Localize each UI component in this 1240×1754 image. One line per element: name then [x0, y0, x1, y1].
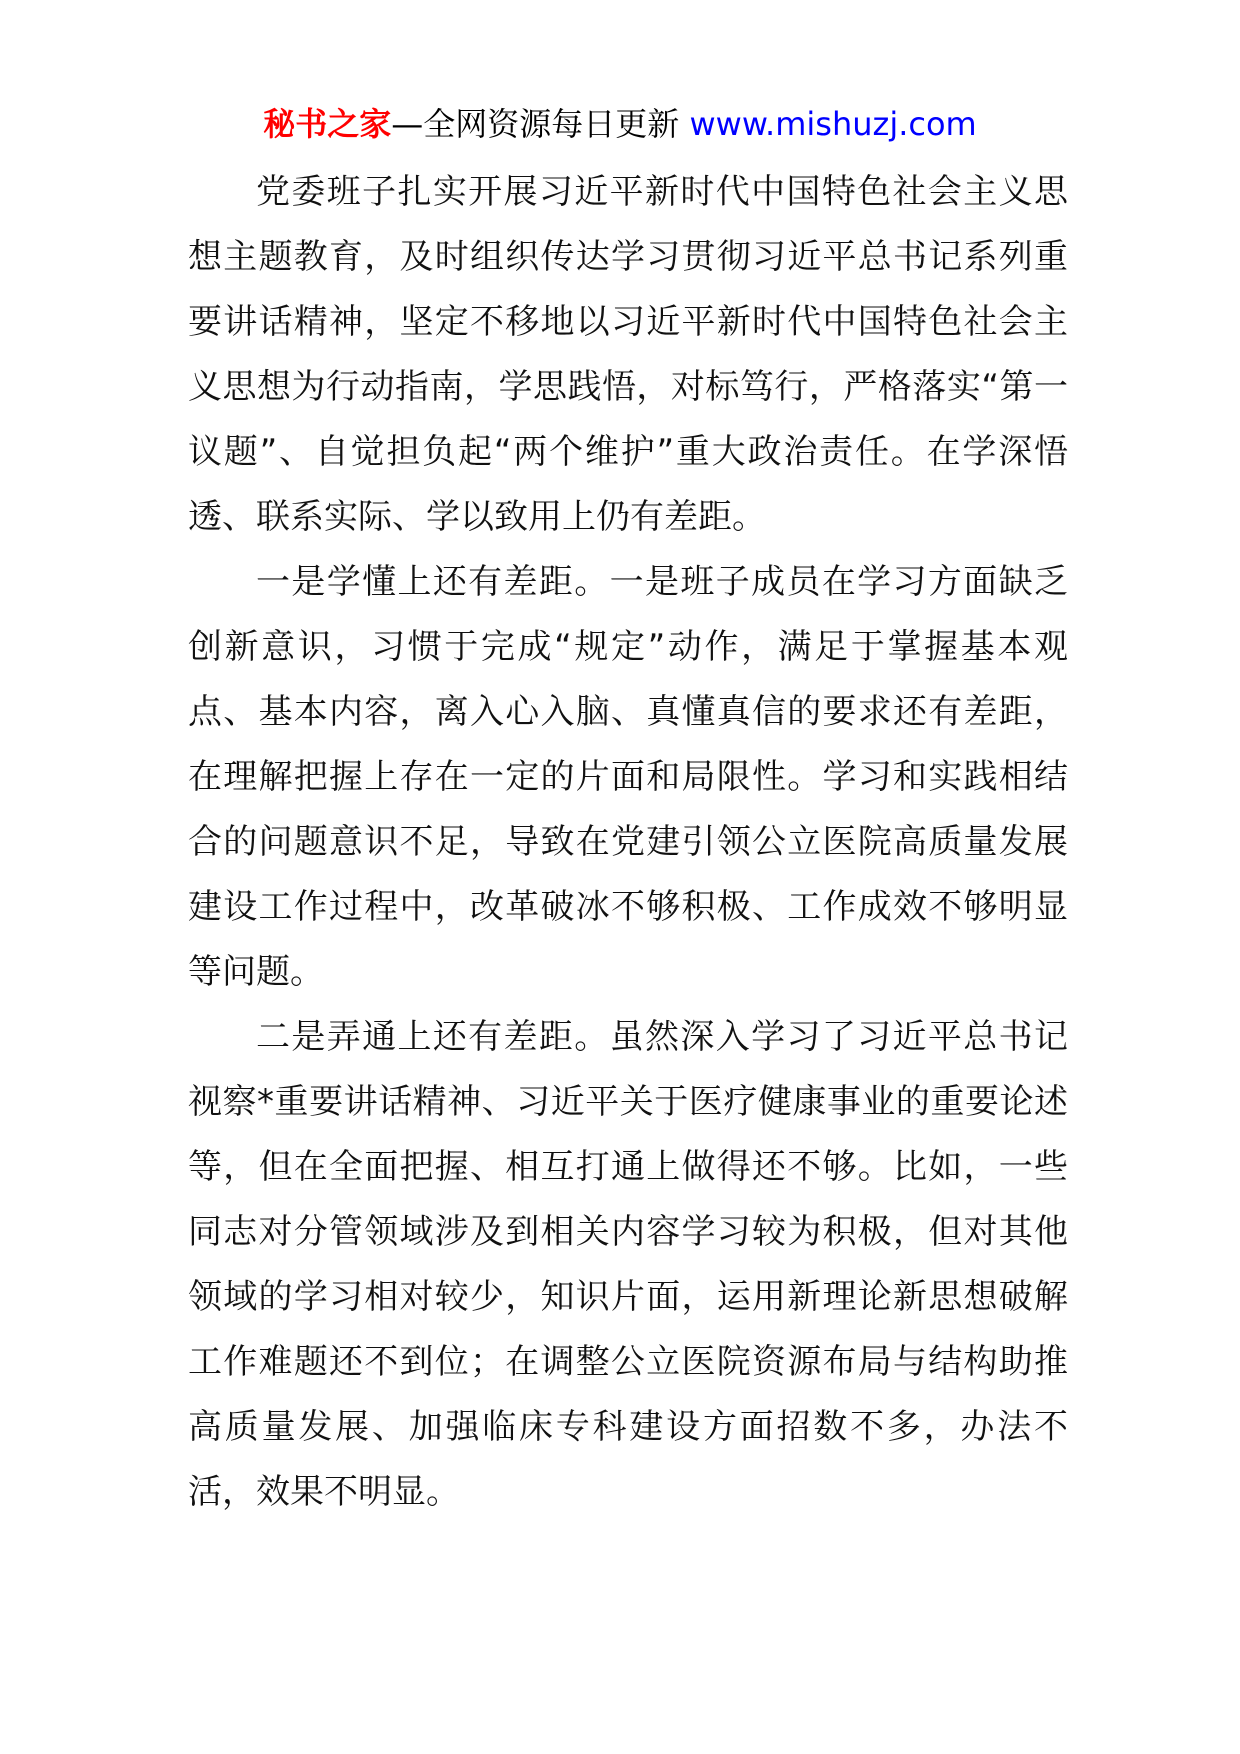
site-url-link[interactable]: www.mishuzj.com — [689, 105, 977, 143]
paragraph-point-two: 二是弄通上还有差距。虽然深入学习了习近平总书记视察*重要讲话精神、习近平关于医疗健康事业的重要论述等，但在全面把握、相互打通上做得还不够。比如，一些同志对分管领域涉及到相关内容学习较为积极，但对其他领域的学习相对较少，知识片面，运用新理论新思想破解工作难题还不到位；在调整公立医院资源布局与结构助推高质量发展、加强临床专科建设方面招数不多，办法不活，效果不明显。 — [188, 1017, 1068, 1512]
header-tagline: —全网资源每日更新 — [391, 105, 690, 143]
paragraph-intro: 党委班子扎实开展习近平新时代中国特色社会主义思想主题教育，及时组织传达学习贯彻习近平总书记系列重要讲话精神，坚定不移地以习近平新时代中国特色社会主义思想为行动指南，学思践悟，对标笃行，严格落实“第一议题”、自觉担负起“两个维护”重大政治责任。在学深悟透、联系实际、学以致用上仍有差距。 — [188, 172, 1068, 537]
brand-name: 秘书之家 — [263, 105, 392, 143]
paragraph-point-one: 一是学懂上还有差距。一是班子成员在学习方面缺乏创新意识，习惯于完成“规定”动作，满足于掌握基本观点、基本内容，离入心入脑、真懂真信的要求还有差距，在理解把握上存在一定的片面和局限性。学习和实践相结合的问题意识不足，导致在党建引领公立医院高质量发展建设工作过程中，改革破冰不够积极、工作成效不够明显等问题。 — [188, 562, 1068, 992]
site-header — [0, 100, 1240, 148]
document-body — [188, 160, 1068, 1525]
